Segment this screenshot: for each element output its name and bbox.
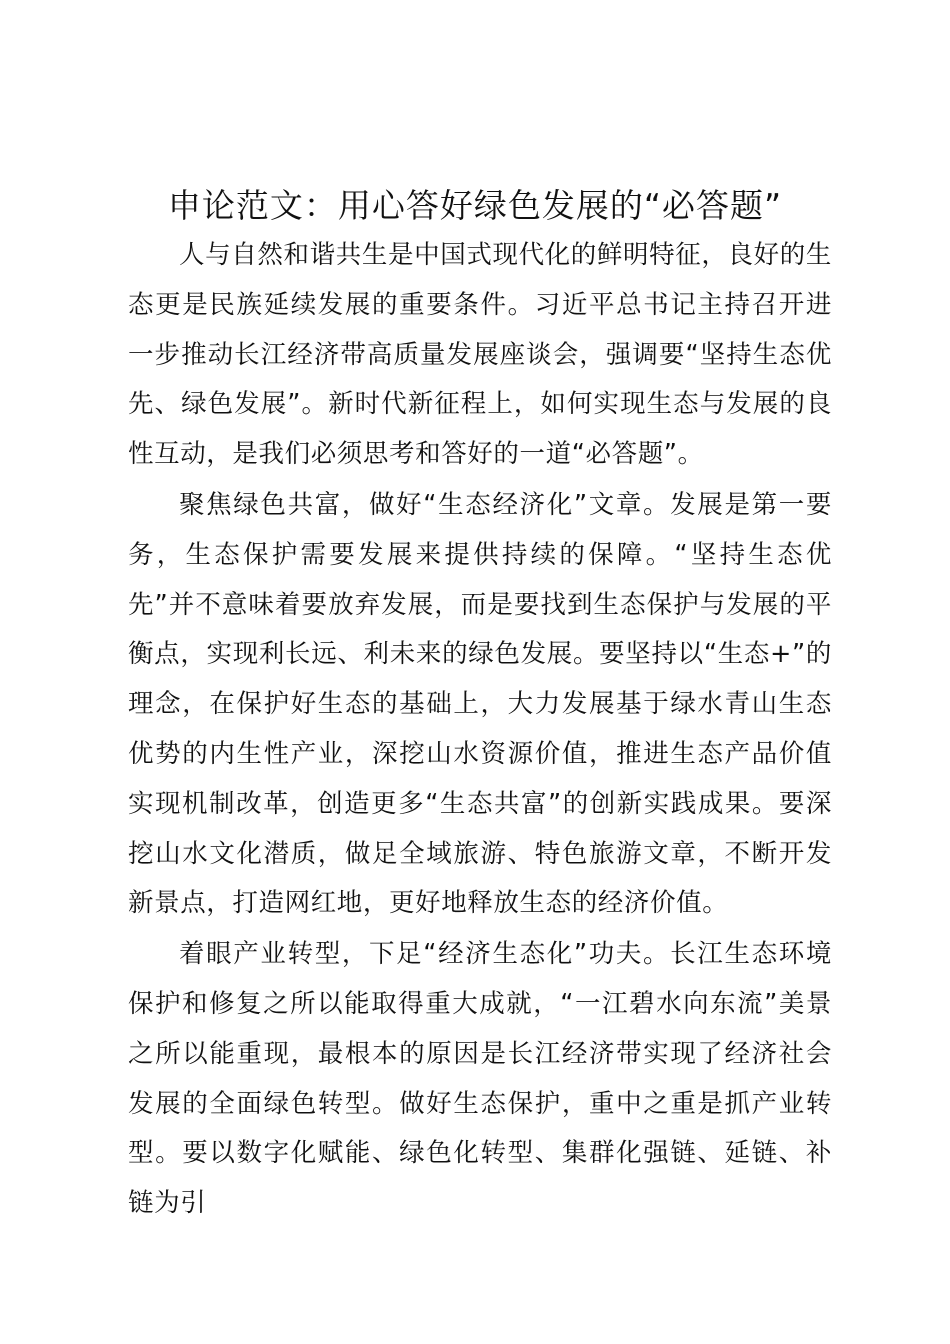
paragraph-1: 人与自然和谐共生是中国式现代化的鲜明特征，良好的生态更是民族延续发展的重要条件。习近平总书记主持召开进一步推动长江经济带高质量发展座谈会，强调要“坚持生态优先、绿色发展”。新时代新征程上，如何实现生态与发展的良性互动，是我们必须思考和答好的一道“必答题”。 bbox=[128, 240, 832, 470]
document-title: 申论范文：用心答好绿色发展的“必答题” bbox=[167, 186, 783, 225]
paragraph-2: 聚焦绿色共富，做好“生态经济化”文章。发展是第一要务，生态保护需要发展来提供持续的保障。“坚持生态优先”并不意味着要放弃发展，而是要找到生态保护与发展的平衡点，实现利长远、利未来的绿色发展。要坚持以“生态+”的理念，在保护好生态的基础上，大力发展基于绿水青山生态优势的内生性产业，深挖山水资源价值，推进生态产品价值实现机制改革，创造更多“生态共富”的创新实践成果。要深挖山水文化潜质，做足全域旅游、特色旅游文章，不断开发新景点，打造网红地，更好地释放生态的经济价值。 bbox=[128, 489, 832, 919]
paragraph-3: 着眼产业转型，下足“经济生态化”功夫。长江生态环境保护和修复之所以能取得重大成就，“一江碧水向东流”美景之所以能重现，最根本的原因是长江经济带实现了经济社会发展的全面绿色转型。做好生态保护，重中之重是抓产业转型。要以数字化赋能、绿色化转型、集群化强链、延链、补链为引 bbox=[128, 939, 832, 1219]
document-body bbox=[128, 231, 832, 1229]
